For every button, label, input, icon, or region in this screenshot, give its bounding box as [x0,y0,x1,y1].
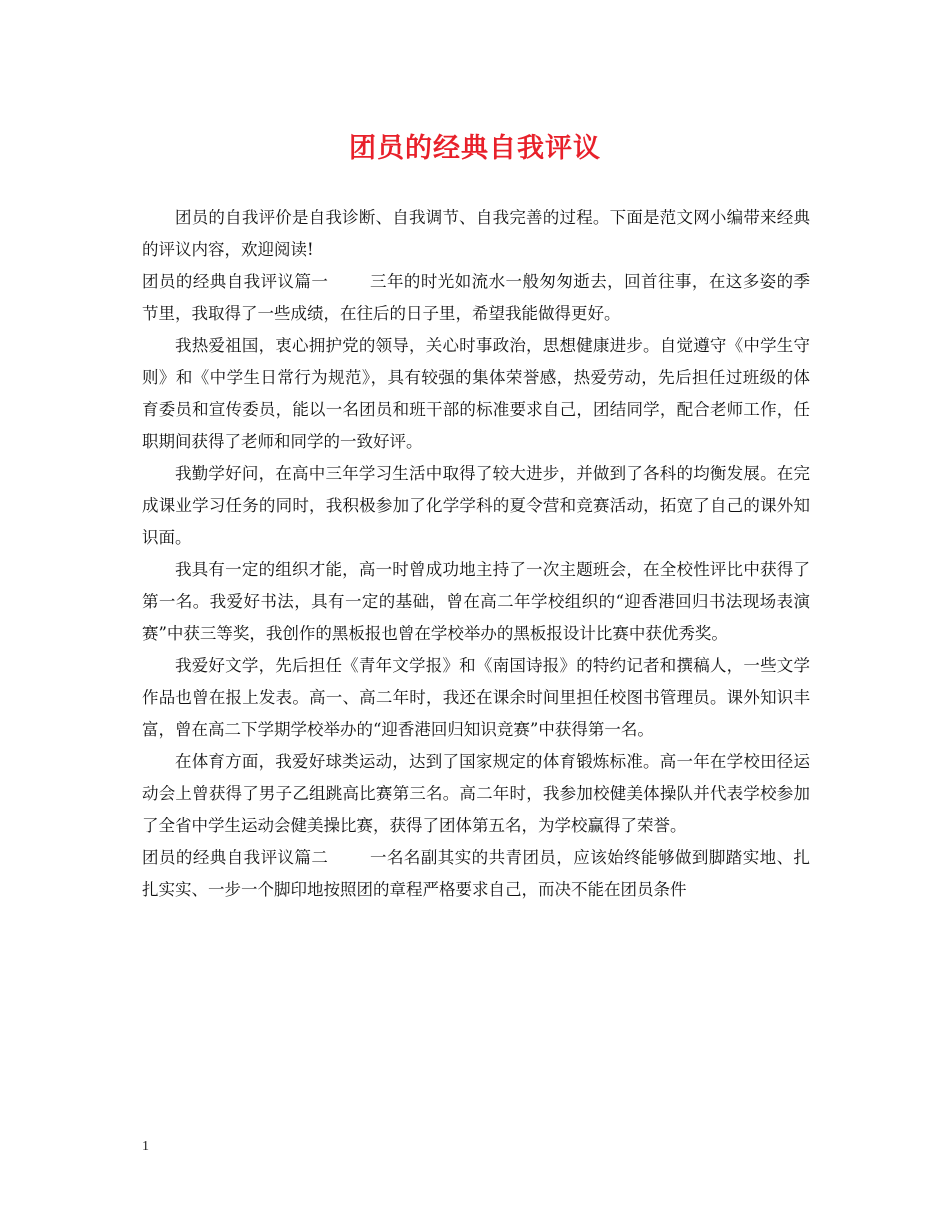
section1-body-paragraph-2: 我勤学好问，在高中三年学习生活中取得了较大进步，并做到了各科的均衡发展。在完成课业学习任务的同时，我积极参加了化学学科的夏令营和竞赛活动，拓宽了自己的课外知识面。 [142,464,810,547]
page-number: 1 [142,1139,149,1154]
section1-heading: 团员的经典自我评议篇一 [142,272,329,291]
section1-body-paragraph-4: 我爱好文学，先后担任《青年文学报》和《南国诗报》的特约记者和撰稿人，一些文学作品也曾在报上发表。高一、高二年时，我还在课余时间里担任校图书管理员。课外知识丰富，曾在高二下学期学校举办的“迎香港回归知识竞赛”中获得第一名。 [142,656,810,739]
intro-paragraph: 团员的自我评价是自我诊断、自我调节、自我完善的过程。下面是范文网小编带来经典的评议内容，欢迎阅读! [142,208,810,259]
document-body [142,202,810,906]
section1-body-paragraph-5: 在体育方面，我爱好球类运动，达到了国家规定的体育锻炼标准。高一年在学校田径运动会上曾获得了男子乙组跳高比赛第三名。高二年时，我参加校健美体操队并代表学校参加了全省中学生运动会健美操比赛，获得了团体第五名，为学校赢得了荣誉。 [142,752,810,835]
section1-body-paragraph-1: 我热爱祖国，衷心拥护党的领导，关心时事政治，思想健康进步。自觉遵守《中学生守则》和《中学生日常行为规范》，具有较强的集体荣誉感，热爱劳动，先后担任过班级的体育委员和宣传委员，能以一名团员和班干部的标准要求自己，团结同学，配合老师工作，任职期间获得了老师和同学的一致好评。 [142,336,810,451]
section2-heading: 团员的经典自我评议篇二 [142,848,329,867]
document-title: 团员的经典自我评议 [349,133,601,164]
section2-paragraph [142,842,810,906]
section2-lead: 一名名副其实的共青团员，应该始终能够做到脚踏实地、扎扎实实、一步一个脚印地按照团的章程严格要求自己，而决不能在团员条件 [142,848,811,899]
section1-paragraph [142,266,810,330]
section1-body-paragraph-3: 我具有一定的组织才能，高一时曾成功地主持了一次主题班会，在全校性评比中获得了第一名。我爱好书法，具有一定的基础，曾在高二年学校组织的“迎香港回归书法现场表演赛”中获三等奖，我创作的黑板报也曾在学校举办的黑板报设计比赛中获优秀奖。 [142,560,810,643]
section1-lead: 三年的时光如流水一般匆匆逝去，回首往事，在这多姿的季节里，我取得了一些成绩，在往后的日子里，希望我能做得更好。 [142,272,811,323]
